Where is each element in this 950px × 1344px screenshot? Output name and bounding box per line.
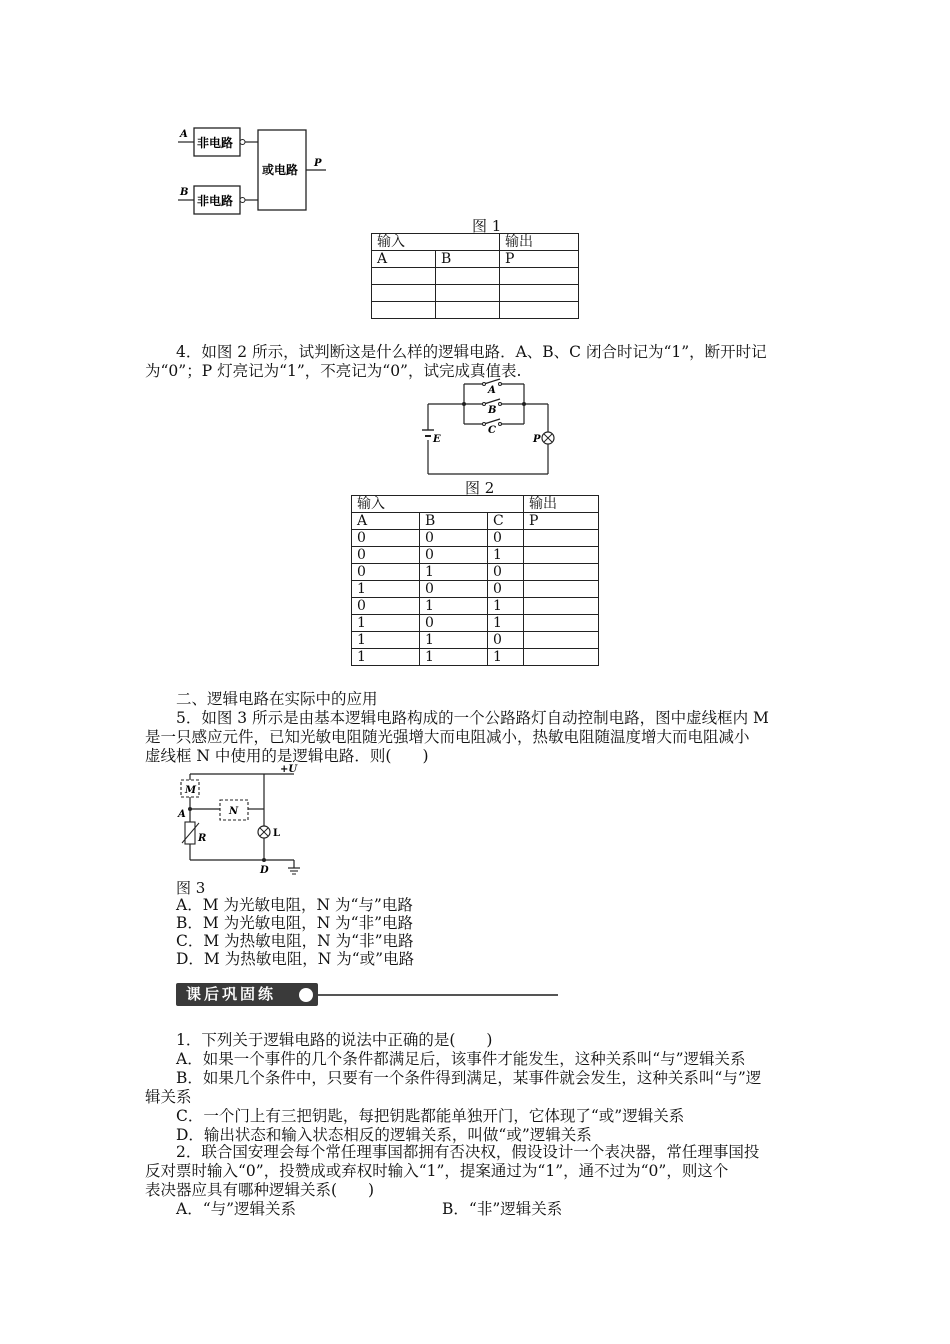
fig2-switch-a: A xyxy=(488,385,496,396)
cell: 1 xyxy=(488,547,524,564)
q4-line-1: 4．如图 2 所示，试判断这是什么样的逻辑电路．A、B、C 闭合时记为“1”，断开时记 xyxy=(176,343,767,361)
table-row xyxy=(352,547,599,564)
table-row xyxy=(352,632,599,649)
truth-table-1 xyxy=(371,233,579,319)
cell: 0 xyxy=(420,615,488,632)
fig2-lamp-p: P xyxy=(533,434,541,445)
fig1-input-a: A xyxy=(180,129,188,140)
q5-option-b: B．M 为光敏电阻，N 为“非”电路 xyxy=(176,914,414,932)
p2-option-a: A．“与”逻辑关系 xyxy=(176,1200,297,1218)
fig3-r-label: R xyxy=(198,833,207,844)
cell: 0 xyxy=(352,564,420,581)
figure-2-caption: 图 2 xyxy=(465,479,495,497)
cell: 0 xyxy=(488,530,524,547)
table1-header-output: 输出 xyxy=(500,234,579,251)
cell: 0 xyxy=(352,530,420,547)
table1-col-a: A xyxy=(372,251,436,268)
cell: 1 xyxy=(420,632,488,649)
table-row xyxy=(352,598,599,615)
p2-line-3: 表决器应具有哪种逻辑关系( ) xyxy=(145,1181,375,1199)
cell: 1 xyxy=(488,649,524,666)
q5-option-d: D．M 为热敏电阻，N 为“或”电路 xyxy=(176,950,415,968)
cell: 1 xyxy=(352,615,420,632)
table-row xyxy=(372,302,579,319)
table1-col-p: P xyxy=(500,251,579,268)
fig2-source-e: E xyxy=(433,434,441,445)
table2-col-p: P xyxy=(524,513,599,530)
q5-option-a: A．M 为光敏电阻，N 为“与”电路 xyxy=(176,896,413,914)
cell: 1 xyxy=(420,649,488,666)
table2-col-a: A xyxy=(352,513,420,530)
p1-option-a: A．如果一个事件的几个条件都满足后，该事件才能发生，这种关系叫“与”逻辑关系 xyxy=(176,1050,746,1068)
cell: 1 xyxy=(420,564,488,581)
q4-line-2: 为“0”；P 灯亮记为“1”，不亮记为“0”，试完成真值表. xyxy=(145,362,522,380)
cell: 0 xyxy=(488,581,524,598)
p1-option-d: D．输出状态和输入状态相反的逻辑关系，叫做“或”逻辑关系 xyxy=(176,1126,592,1144)
p2-line-1: 2．联合国安理会每个常任理事国都拥有否决权，假设设计一个表决器，常任理事国投 xyxy=(176,1143,760,1161)
table-row xyxy=(352,615,599,632)
fig1-not-gate-top-label: 非电路 xyxy=(197,136,234,150)
fig2-switch-c: C xyxy=(488,425,496,436)
table-row xyxy=(352,649,599,666)
fig3-n-label: N xyxy=(229,806,239,817)
table1-col-b: B xyxy=(436,251,500,268)
figure-1-caption: 图 1 xyxy=(472,217,502,235)
table1-header-input: 输入 xyxy=(372,234,500,251)
after-class-banner: 课后巩固练 xyxy=(176,983,318,1006)
cell: 0 xyxy=(352,598,420,615)
p1-option-b-line-2: 辑关系 xyxy=(145,1088,192,1106)
truth-table-2 xyxy=(351,495,599,666)
p2-line-2: 反对票时输入“0”，投赞成或弃权时输入“1”，提案通过为“1”，通不过为“0”，则这个 xyxy=(145,1162,729,1180)
fig3-voltage-label: +U xyxy=(280,764,298,775)
fig3-l-label: L xyxy=(273,828,281,839)
table-row xyxy=(372,268,579,285)
figure-1-diagram xyxy=(176,126,336,216)
p1-option-b-line-1: B．如果几个条件中，只要有一个条件得到满足，某事件就会发生，这种关系叫“与”逻 xyxy=(176,1069,762,1087)
figure-3-circuit xyxy=(176,764,316,879)
cell: 0 xyxy=(420,530,488,547)
cell: 1 xyxy=(352,649,420,666)
cell: 1 xyxy=(420,598,488,615)
cell: 0 xyxy=(352,547,420,564)
table2-col-b: B xyxy=(420,513,488,530)
table2-col-c: C xyxy=(488,513,524,530)
p2-option-b: B．“非”逻辑关系 xyxy=(442,1200,563,1218)
table-row xyxy=(352,581,599,598)
cell: 1 xyxy=(352,632,420,649)
fig1-output-p: P xyxy=(314,158,322,169)
p1-option-c: C．一个门上有三把钥匙，每把钥匙都能单独开门，它体现了“或”逻辑关系 xyxy=(176,1107,685,1125)
fig2-switch-b: B xyxy=(488,405,497,416)
table-row xyxy=(352,530,599,547)
cell: 1 xyxy=(488,598,524,615)
cell: 0 xyxy=(488,564,524,581)
cell: 1 xyxy=(352,581,420,598)
figure-3-caption: 图 3 xyxy=(176,879,206,897)
figure-2-circuit xyxy=(420,378,560,478)
banner-rule xyxy=(318,994,558,996)
q5-line-3: 虚线框 N 中使用的是逻辑电路．则( ) xyxy=(145,747,429,765)
cell: 1 xyxy=(488,615,524,632)
fig1-input-b: B xyxy=(180,187,189,198)
fig1-not-gate-bottom-label: 非电路 xyxy=(197,194,234,208)
table-row xyxy=(372,285,579,302)
table2-header-input: 输入 xyxy=(352,496,524,513)
banner-dot-icon xyxy=(299,988,313,1002)
cell: 0 xyxy=(420,581,488,598)
cell: 0 xyxy=(488,632,524,649)
p1-stem: 1．下列关于逻辑电路的说法中正确的是( ) xyxy=(176,1031,493,1049)
fig3-d-label: D xyxy=(260,865,269,876)
table-row xyxy=(352,564,599,581)
fig3-m-label: M xyxy=(185,785,197,796)
q5-line-1: 5．如图 3 所示是由基本逻辑电路构成的一个公路路灯自动控制电路，图中虚线框内 M xyxy=(176,709,769,727)
fig1-or-gate-label: 或电路 xyxy=(262,163,299,177)
fig3-a-label: A xyxy=(178,809,186,820)
q5-line-2: 是一只感应元件，已知光敏电阻随光强增大而电阻减小，热敏电阻随温度增大而电阻减小 xyxy=(145,728,750,746)
q5-option-c: C．M 为热敏电阻，N 为“非”电路 xyxy=(176,932,414,950)
cell: 0 xyxy=(420,547,488,564)
table2-header-output: 输出 xyxy=(524,496,599,513)
section-2-title: 二、逻辑电路在实际中的应用 xyxy=(176,690,378,708)
